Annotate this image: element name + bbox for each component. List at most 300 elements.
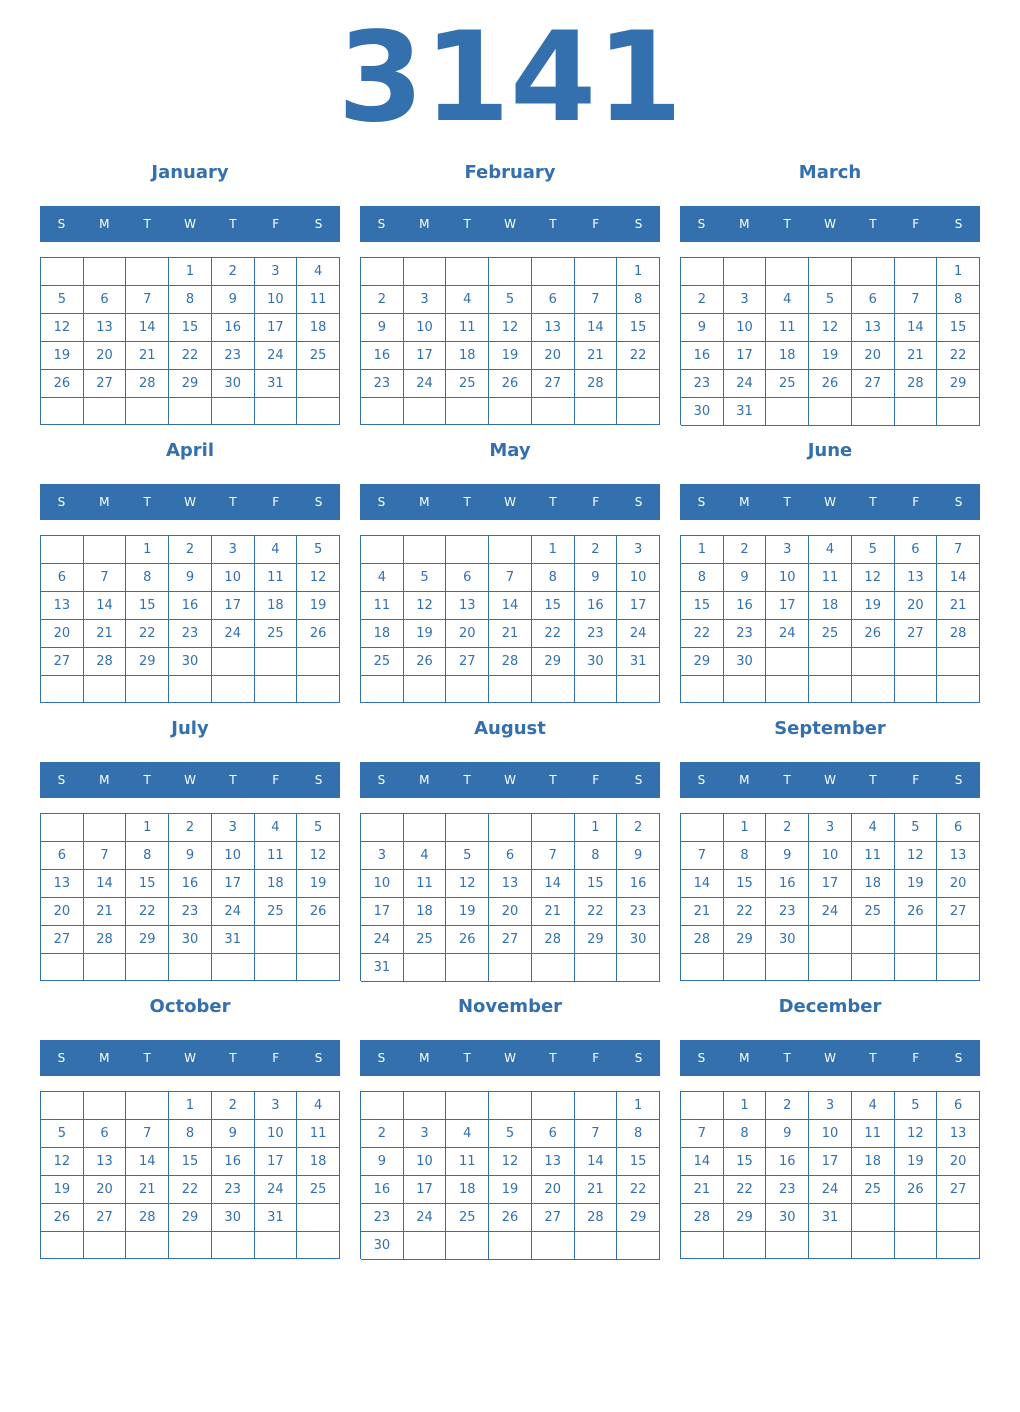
day-cell: 5 [41,1120,84,1148]
day-cell: 3 [255,258,298,286]
day-cell: 12 [895,1120,938,1148]
empty-day-cell [895,1204,938,1232]
day-cell: 27 [532,370,575,398]
empty-day-cell [361,258,404,286]
day-cell: 20 [937,870,980,898]
day-cell: 12 [41,1148,84,1176]
day-cell: 10 [724,314,767,342]
day-cell: 12 [852,564,895,592]
day-cell: 13 [532,1148,575,1176]
month-name: May [489,440,531,461]
empty-day-cell [575,398,618,425]
day-cell: 12 [404,592,447,620]
day-cell: 31 [212,926,255,954]
day-cell: 11 [297,286,340,314]
month-name: January [151,162,229,183]
day-cell: 29 [724,1204,767,1232]
weekday-label: W [824,217,836,231]
day-cell: 10 [617,564,660,592]
day-cell: 25 [297,342,340,370]
day-cell: 20 [532,1176,575,1204]
day-cell: 25 [446,1204,489,1232]
day-cell: 19 [895,1148,938,1176]
empty-day-cell [404,258,447,286]
day-cell: 11 [446,1148,489,1176]
day-grid [40,813,340,981]
day-cell: 10 [255,286,298,314]
empty-day-cell [852,954,895,981]
empty-day-cell [361,814,404,842]
day-cell: 10 [212,842,255,870]
empty-day-cell [617,954,660,982]
day-cell: 8 [617,1120,660,1148]
day-cell: 14 [126,314,169,342]
day-cell: 16 [766,870,809,898]
day-cell: 26 [895,898,938,926]
day-cell: 23 [169,898,212,926]
day-cell: 12 [297,564,340,592]
empty-day-cell [852,398,895,426]
day-cell: 2 [361,1120,404,1148]
day-cell: 10 [361,870,404,898]
empty-day-cell [895,648,938,676]
empty-day-cell [937,1232,980,1259]
day-grid [40,257,340,425]
day-cell: 2 [575,536,618,564]
day-cell: 31 [617,648,660,676]
day-cell: 7 [575,286,618,314]
weekday-label: F [272,1051,280,1065]
day-cell: 21 [575,1176,618,1204]
day-cell: 31 [724,398,767,426]
empty-day-cell [297,1232,340,1259]
day-cell: 2 [169,814,212,842]
day-cell: 4 [297,258,340,286]
day-cell: 30 [212,370,255,398]
day-cell: 10 [212,564,255,592]
empty-day-cell [575,1092,618,1120]
weekday-label: M [419,217,430,231]
day-cell: 15 [169,314,212,342]
day-cell: 17 [212,870,255,898]
day-cell: 19 [852,592,895,620]
weekday-label: T [143,217,151,231]
weekday-label: T [463,1051,471,1065]
day-cell: 5 [297,814,340,842]
day-cell: 23 [212,342,255,370]
empty-day-cell [532,676,575,703]
day-cell: 3 [809,1092,852,1120]
day-grid [40,535,340,703]
day-cell: 3 [361,842,404,870]
day-cell: 8 [126,842,169,870]
day-cell: 26 [404,648,447,676]
day-cell: 22 [937,342,980,370]
empty-day-cell [84,954,127,981]
day-cell: 17 [617,592,660,620]
day-cell: 20 [84,1176,127,1204]
empty-day-cell [255,398,298,425]
weekday-label: T [549,1051,557,1065]
day-cell: 29 [575,926,618,954]
day-cell: 24 [766,620,809,648]
day-cell: 15 [937,314,980,342]
empty-day-cell [532,1092,575,1120]
day-cell: 21 [126,342,169,370]
day-cell: 13 [937,842,980,870]
day-cell: 15 [532,592,575,620]
weekday-header [680,1040,980,1076]
day-cell: 21 [532,898,575,926]
day-grid [360,535,660,703]
weekday-label: T [229,1051,237,1065]
day-cell: 28 [575,370,618,398]
weekday-label: F [592,1051,600,1065]
day-cell: 21 [84,620,127,648]
month-name: September [774,718,886,739]
day-cell: 29 [617,1204,660,1232]
weekday-label: W [184,1051,196,1065]
day-cell: 26 [489,1204,532,1232]
day-cell: 12 [895,842,938,870]
weekday-header [680,484,980,520]
day-cell: 13 [84,1148,127,1176]
day-cell: 10 [809,842,852,870]
day-cell: 13 [41,870,84,898]
day-cell: 1 [169,1092,212,1120]
day-cell: 23 [766,1176,809,1204]
empty-day-cell [297,1204,340,1232]
day-cell: 28 [126,1204,169,1232]
empty-day-cell [446,676,489,703]
day-cell: 9 [766,842,809,870]
day-cell: 9 [724,564,767,592]
day-cell: 23 [766,898,809,926]
empty-day-cell [297,954,340,981]
day-cell: 17 [212,592,255,620]
weekday-header [40,484,340,520]
day-cell: 30 [617,926,660,954]
day-cell: 3 [724,286,767,314]
day-cell: 20 [852,342,895,370]
day-cell: 27 [489,926,532,954]
day-cell: 31 [255,1204,298,1232]
day-cell: 30 [169,648,212,676]
day-cell: 15 [617,314,660,342]
day-cell: 22 [126,620,169,648]
empty-day-cell [212,954,255,981]
empty-day-cell [937,954,980,981]
empty-day-cell [126,258,169,286]
weekday-label: W [824,495,836,509]
month-name: June [807,440,853,461]
day-cell: 25 [297,1176,340,1204]
day-cell: 5 [41,286,84,314]
day-cell: 28 [84,926,127,954]
day-cell: 9 [766,1120,809,1148]
day-cell: 4 [361,564,404,592]
empty-day-cell [489,1092,532,1120]
day-cell: 21 [84,898,127,926]
weekday-label: M [419,1051,430,1065]
weekday-label: T [229,217,237,231]
day-cell: 29 [169,1204,212,1232]
empty-day-cell [852,676,895,703]
day-cell: 12 [489,1148,532,1176]
day-cell: 18 [255,870,298,898]
empty-day-cell [212,648,255,676]
day-cell: 6 [937,814,980,842]
weekday-label: T [463,217,471,231]
weekday-label: T [229,495,237,509]
day-cell: 6 [937,1092,980,1120]
empty-day-cell [575,1232,618,1260]
day-cell: 11 [446,314,489,342]
day-cell: 4 [809,536,852,564]
day-cell: 22 [126,898,169,926]
day-cell: 17 [404,1176,447,1204]
empty-day-cell [809,1232,852,1259]
empty-day-cell [532,258,575,286]
day-cell: 25 [255,898,298,926]
empty-day-cell [681,1232,724,1259]
day-cell: 21 [489,620,532,648]
empty-day-cell [852,648,895,676]
day-cell: 6 [446,564,489,592]
day-cell: 18 [404,898,447,926]
weekday-label: S [697,1051,706,1065]
day-cell: 17 [404,342,447,370]
weekday-label: T [463,773,471,787]
weekday-label: F [592,773,600,787]
day-cell: 31 [255,370,298,398]
weekday-label: F [912,1051,920,1065]
day-cell: 30 [212,1204,255,1232]
day-cell: 22 [169,342,212,370]
day-cell: 14 [489,592,532,620]
day-cell: 30 [575,648,618,676]
weekday-header [360,484,660,520]
empty-day-cell [809,676,852,703]
day-cell: 23 [681,370,724,398]
day-cell: 4 [446,1120,489,1148]
empty-day-cell [404,1232,447,1260]
empty-day-cell [169,954,212,981]
weekday-label: S [57,217,66,231]
day-cell: 27 [937,898,980,926]
weekday-label: S [314,1051,323,1065]
empty-day-cell [41,676,84,703]
day-cell: 16 [724,592,767,620]
day-cell: 9 [361,1148,404,1176]
day-grid [680,535,980,703]
day-cell: 6 [895,536,938,564]
empty-day-cell [361,1092,404,1120]
day-grid [680,813,980,981]
day-cell: 12 [297,842,340,870]
day-cell: 15 [681,592,724,620]
day-cell: 13 [532,314,575,342]
day-cell: 2 [766,1092,809,1120]
day-cell: 13 [84,314,127,342]
day-cell: 23 [724,620,767,648]
day-cell: 4 [766,286,809,314]
weekday-label: T [549,217,557,231]
day-cell: 28 [937,620,980,648]
empty-day-cell [809,258,852,286]
empty-day-cell [404,398,447,425]
day-cell: 7 [126,286,169,314]
weekday-label: W [504,217,516,231]
day-cell: 5 [446,842,489,870]
day-cell: 30 [681,398,724,426]
day-cell: 24 [809,1176,852,1204]
day-cell: 2 [617,814,660,842]
day-cell: 29 [126,648,169,676]
day-cell: 25 [361,648,404,676]
day-cell: 19 [809,342,852,370]
day-cell: 13 [937,1120,980,1148]
day-cell: 23 [617,898,660,926]
day-cell: 27 [532,1204,575,1232]
month-name: February [464,162,556,183]
empty-day-cell [446,1232,489,1260]
day-cell: 11 [404,870,447,898]
day-grid [360,1091,660,1259]
empty-day-cell [852,1232,895,1259]
empty-day-cell [489,814,532,842]
empty-day-cell [532,398,575,425]
day-cell: 30 [169,926,212,954]
empty-day-cell [297,370,340,398]
day-cell: 1 [126,536,169,564]
day-cell: 2 [169,536,212,564]
weekday-label: T [549,495,557,509]
day-cell: 6 [84,286,127,314]
day-cell: 18 [297,314,340,342]
empty-day-cell [41,1092,84,1120]
empty-day-cell [169,676,212,703]
weekday-label: T [783,495,791,509]
weekday-label: T [143,1051,151,1065]
empty-day-cell [84,1232,127,1259]
day-cell: 29 [126,926,169,954]
day-cell: 14 [681,1148,724,1176]
empty-day-cell [766,1232,809,1259]
day-cell: 22 [617,1176,660,1204]
day-cell: 30 [724,648,767,676]
day-cell: 11 [297,1120,340,1148]
day-cell: 8 [575,842,618,870]
day-cell: 13 [41,592,84,620]
weekday-label: M [739,773,750,787]
weekday-label: S [697,217,706,231]
weekday-label: T [869,1051,877,1065]
weekday-label: T [869,773,877,787]
weekday-label: W [504,773,516,787]
day-cell: 18 [809,592,852,620]
day-cell: 21 [895,342,938,370]
day-cell: 24 [617,620,660,648]
day-grid [680,257,980,425]
weekday-label: W [824,773,836,787]
day-cell: 7 [126,1120,169,1148]
empty-day-cell [84,536,127,564]
empty-day-cell [404,1092,447,1120]
empty-day-cell [937,1204,980,1232]
empty-day-cell [575,954,618,982]
day-cell: 9 [575,564,618,592]
empty-day-cell [724,1232,767,1259]
day-cell: 19 [404,620,447,648]
day-cell: 8 [617,286,660,314]
day-cell: 26 [297,620,340,648]
weekday-label: W [184,217,196,231]
empty-day-cell [41,398,84,425]
day-cell: 22 [724,898,767,926]
weekday-label: W [504,1051,516,1065]
weekday-label: T [143,773,151,787]
day-cell: 5 [895,1092,938,1120]
day-cell: 27 [895,620,938,648]
day-cell: 14 [895,314,938,342]
day-cell: 22 [169,1176,212,1204]
day-cell: 18 [255,592,298,620]
day-cell: 16 [169,870,212,898]
day-cell: 14 [84,870,127,898]
weekday-header [40,1040,340,1076]
day-cell: 11 [852,1120,895,1148]
day-cell: 3 [766,536,809,564]
day-cell: 17 [766,592,809,620]
day-cell: 5 [852,536,895,564]
day-cell: 27 [41,648,84,676]
day-cell: 19 [297,870,340,898]
day-cell: 8 [681,564,724,592]
empty-day-cell [937,398,980,426]
day-cell: 6 [41,564,84,592]
empty-day-cell [766,398,809,426]
day-cell: 1 [169,258,212,286]
weekday-label: W [184,773,196,787]
weekday-label: F [272,217,280,231]
day-cell: 19 [489,1176,532,1204]
day-cell: 25 [809,620,852,648]
weekday-label: S [377,495,386,509]
day-grid [680,1091,980,1259]
weekday-header [360,206,660,242]
day-cell: 20 [84,342,127,370]
day-cell: 9 [361,314,404,342]
empty-day-cell [937,676,980,703]
day-cell: 9 [617,842,660,870]
weekday-label: S [377,1051,386,1065]
day-cell: 22 [575,898,618,926]
empty-day-cell [41,1232,84,1259]
empty-day-cell [169,398,212,425]
empty-day-cell [84,814,127,842]
weekday-label: T [869,495,877,509]
day-cell: 30 [766,926,809,954]
weekday-label: S [954,217,963,231]
weekday-label: T [783,1051,791,1065]
day-cell: 28 [489,648,532,676]
empty-day-cell [84,258,127,286]
day-cell: 4 [852,814,895,842]
day-cell: 24 [724,370,767,398]
day-cell: 29 [681,648,724,676]
day-cell: 5 [809,286,852,314]
